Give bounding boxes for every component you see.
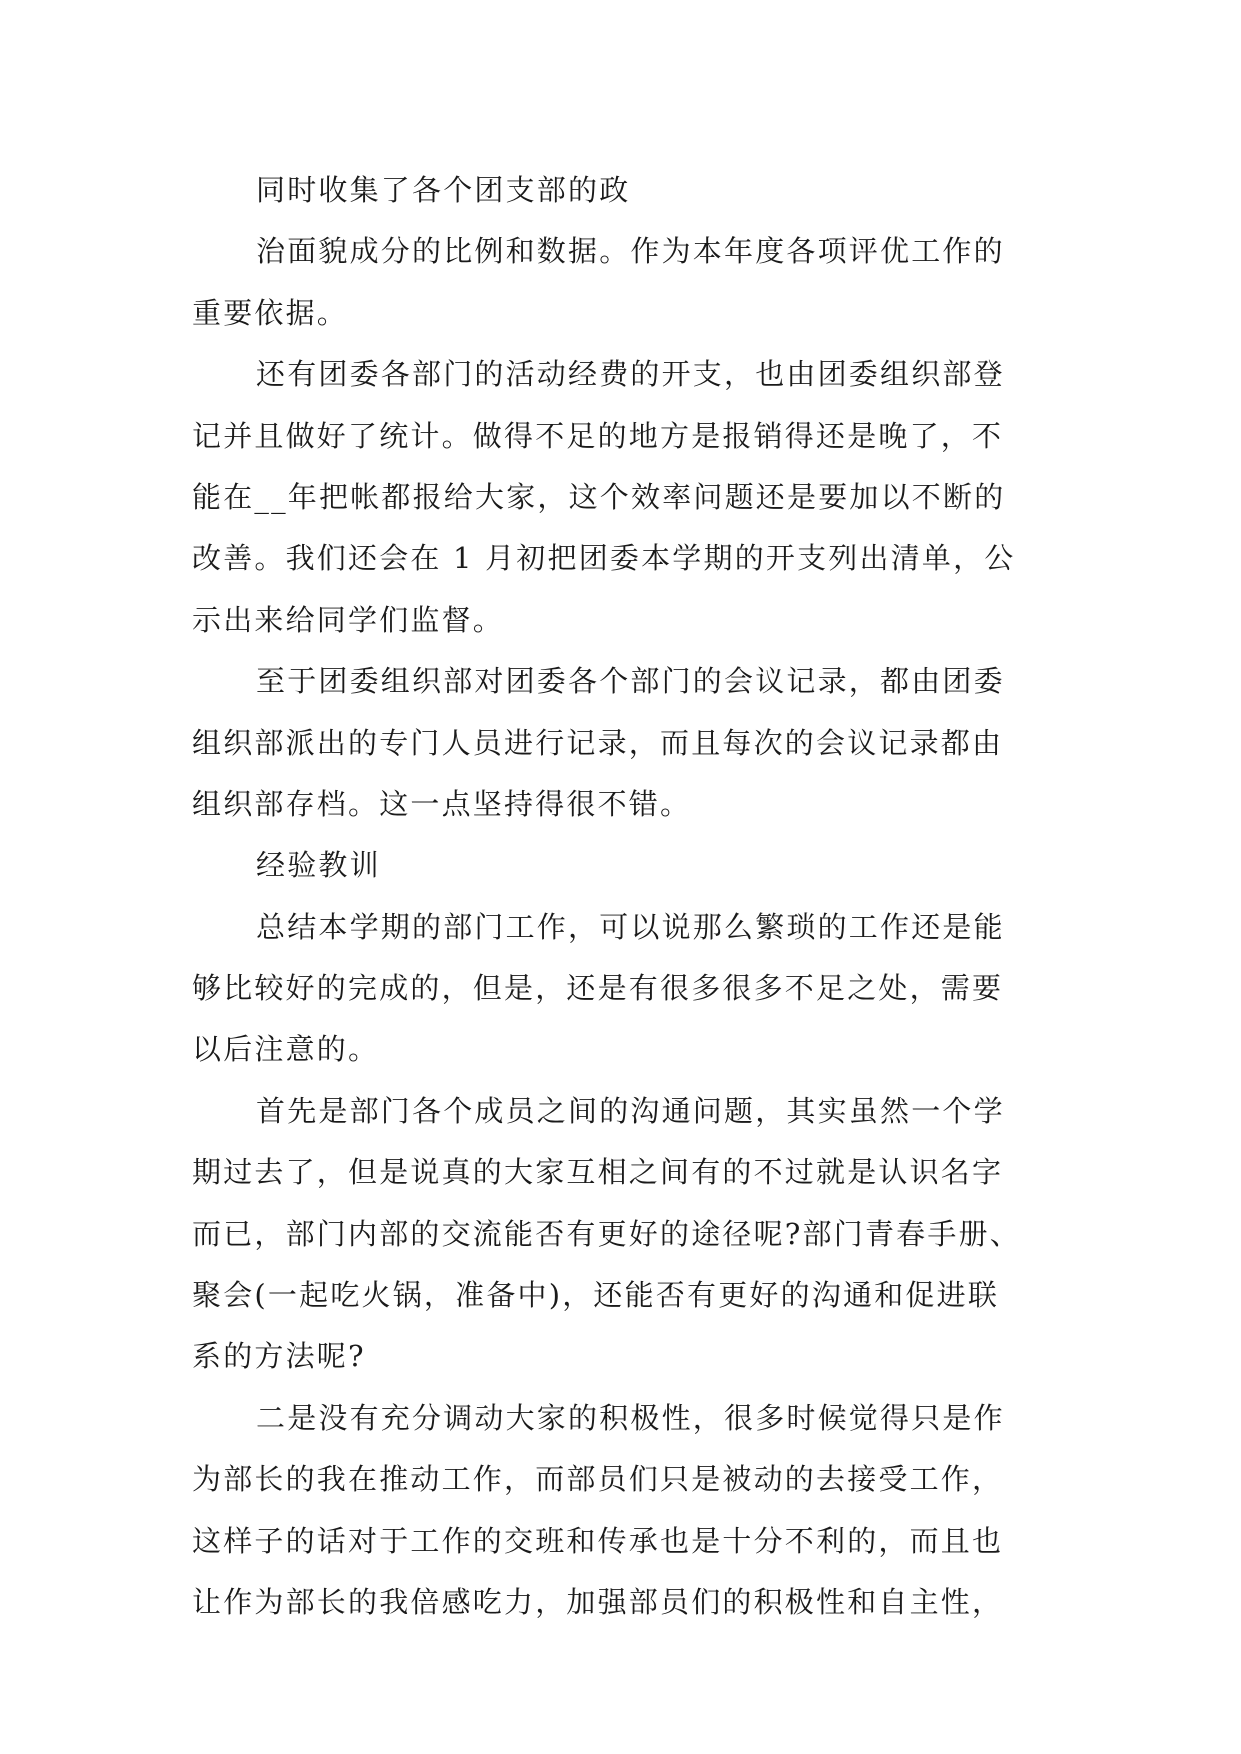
text-line: 重要依据。 — [192, 295, 349, 330]
text-line: 改善。我们还会在 1 月初把团委本学期的开支列出清单，公 — [192, 541, 1016, 576]
text-line: 组织部存档。这一点坚持得很不错。 — [192, 786, 692, 821]
text-line: 聚会(一起吃火锅，准备中)，还能否有更好的沟通和促进联 — [192, 1278, 1000, 1313]
text-line: 为部长的我在推动工作，而部员们只是被动的去接受工作， — [192, 1462, 1004, 1497]
text-line: 组织部派出的专门人员进行记录，而且每次的会议记录都由 — [192, 725, 1004, 760]
text-line: 这样子的话对于工作的交班和传承也是十分不利的，而且也 — [192, 1523, 1004, 1558]
text-line: 以后注意的。 — [192, 1032, 380, 1067]
text-line: 同时收集了各个团支部的政 — [256, 173, 631, 207]
text-line: 记并且做好了统计。做得不足的地方是报销得还是晚了，不 — [192, 418, 1004, 453]
text-line: 而已，部门内部的交流能否有更好的途径呢?部门青春手册、 — [192, 1216, 1021, 1251]
text-line: 首先是部门各个成员之间的沟通问题，其实虽然一个学 — [256, 1093, 1005, 1128]
text-line: 治面貌成分的比例和数据。作为本年度各项评优工作的 — [256, 234, 1005, 269]
text-line: 示出来给同学们监督。 — [192, 602, 505, 637]
text-line: 让作为部长的我倍感吃力，加强部员们的积极性和自主性， — [192, 1584, 1004, 1619]
text-line: 二是没有充分调动大家的积极性，很多时候觉得只是作 — [256, 1400, 1005, 1435]
text-line: 能在__年把帐都报给大家，这个效率问题还是要加以不断的 — [192, 479, 1006, 514]
section-heading: 经验教训 — [256, 848, 381, 883]
text-line: 够比较好的完成的，但是，还是有很多很多不足之处，需要 — [192, 971, 1004, 1006]
text-line: 还有团委各部门的活动经费的开支，也由团委组织部登 — [256, 357, 1005, 392]
text-line: 总结本学期的部门工作，可以说那么繁琐的工作还是能 — [256, 909, 1005, 944]
text-line: 系的方法呢? — [192, 1339, 366, 1374]
text-line: 期过去了，但是说真的大家互相之间有的不过就是认识名字 — [192, 1155, 1004, 1190]
text-line: 至于团委组织部对团委各个部门的会议记录，都由团委 — [256, 664, 1005, 699]
document-body — [192, 160, 1062, 1633]
